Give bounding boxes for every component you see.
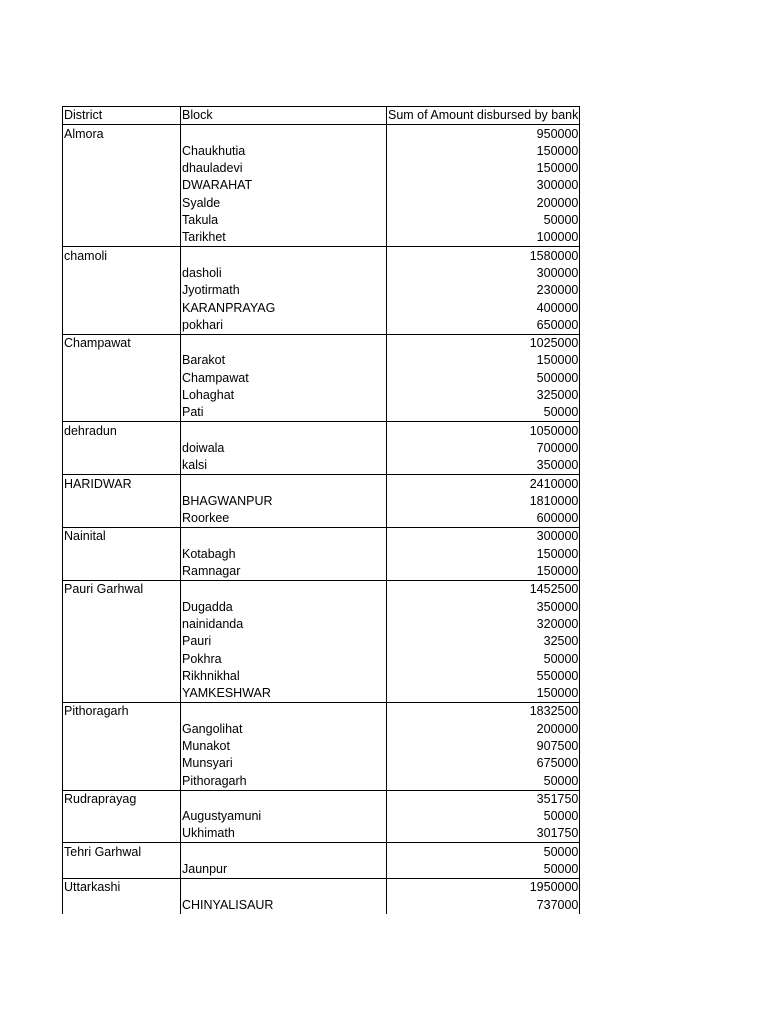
cell-block[interactable]: Barakot [181,352,387,369]
block-row [63,772,580,790]
cell-amount[interactable]: 675000 [387,755,580,772]
cell-amount[interactable]: 150000 [387,352,580,369]
cell-district[interactable] [63,633,181,650]
cell-block[interactable]: doiwala [181,440,387,457]
block-row [63,616,580,633]
cell-district[interactable] [63,352,181,369]
cell-amount[interactable]: 350000 [387,598,580,615]
cell-district[interactable] [63,493,181,510]
cell-amount[interactable]: 325000 [387,387,580,404]
cell-amount[interactable]: 950000 [387,125,580,143]
cell-block[interactable]: Roorkee [181,510,387,528]
cell-district[interactable] [63,563,181,581]
cell-amount[interactable]: 300000 [387,177,580,194]
block-row [63,668,580,685]
cell-district[interactable]: chamoli [63,247,181,265]
cell-amount[interactable]: 150000 [387,160,580,177]
cell-block[interactable]: dhauladevi [181,160,387,177]
header-block[interactable]: Block [181,107,387,125]
cell-amount[interactable]: 50000 [387,843,580,861]
block-row [63,282,580,299]
cell-district[interactable]: Pauri Garhwal [63,581,181,599]
cell-district[interactable]: Almora [63,125,181,143]
cell-amount[interactable]: 230000 [387,282,580,299]
cell-district[interactable]: Tehri Garhwal [63,843,181,861]
district-row [63,879,580,897]
cell-district[interactable] [63,177,181,194]
cell-block[interactable]: Munakot [181,738,387,755]
cell-amount[interactable]: 50000 [387,772,580,790]
cell-block[interactable]: pokhari [181,317,387,335]
cell-block[interactable]: CHINYALISAUR [181,896,387,913]
block-row [63,299,580,316]
district-row [63,475,580,493]
cell-block[interactable]: nainidanda [181,616,387,633]
block-row [63,440,580,457]
cell-district[interactable]: HARIDWAR [63,475,181,493]
cell-amount[interactable]: 907500 [387,738,580,755]
cell-block[interactable]: Gangolihat [181,720,387,737]
cell-district[interactable] [63,685,181,703]
district-row [63,703,580,721]
block-row [63,265,580,282]
cell-district[interactable] [63,650,181,667]
block-row [63,720,580,737]
cell-district[interactable] [63,510,181,528]
cell-amount[interactable]: 737000 [387,896,580,913]
cell-block[interactable] [181,879,387,897]
cell-district[interactable] [63,738,181,755]
cell-district[interactable] [63,404,181,422]
cell-amount[interactable]: 50000 [387,212,580,229]
cell-amount[interactable]: 50000 [387,861,580,879]
district-row [63,125,580,143]
cell-amount[interactable]: 2410000 [387,475,580,493]
block-row [63,387,580,404]
cell-block[interactable]: Jaunpur [181,861,387,879]
cell-district[interactable] [63,598,181,615]
cell-amount[interactable]: 1950000 [387,879,580,897]
block-row [63,369,580,386]
cell-amount[interactable]: 351750 [387,790,580,808]
cell-block[interactable]: Takula [181,212,387,229]
block-row [63,177,580,194]
district-row [63,581,580,599]
cell-amount[interactable]: 400000 [387,299,580,316]
cell-block[interactable]: Rikhnikhal [181,668,387,685]
district-row [63,247,580,265]
cell-amount[interactable]: 50000 [387,808,580,825]
cell-district[interactable] [63,317,181,335]
cell-amount[interactable]: 100000 [387,229,580,247]
cell-district[interactable] [63,616,181,633]
header-amount[interactable] [387,107,580,125]
cell-amount[interactable]: 1452500 [387,581,580,599]
block-row [63,808,580,825]
district-row [63,528,580,546]
block-row [63,563,580,581]
cell-block[interactable] [181,843,387,861]
block-row [63,896,580,913]
block-row [63,825,580,843]
header-district[interactable]: District [63,107,181,125]
cell-amount[interactable]: 300000 [387,265,580,282]
cell-block[interactable]: Champawat [181,369,387,386]
cell-amount[interactable]: 500000 [387,369,580,386]
cell-district[interactable]: dehradun [63,422,181,440]
cell-district[interactable] [63,668,181,685]
cell-district[interactable] [63,265,181,282]
pivot-table-body [63,107,580,914]
cell-amount[interactable]: 300000 [387,528,580,546]
district-row [63,422,580,440]
cell-amount[interactable]: 1050000 [387,422,580,440]
cell-amount[interactable]: 301750 [387,825,580,843]
cell-district[interactable] [63,160,181,177]
cell-block[interactable]: Pati [181,404,387,422]
block-row [63,755,580,772]
cell-district[interactable] [63,194,181,211]
block-row [63,633,580,650]
cell-block[interactable]: Augustyamuni [181,808,387,825]
cell-district[interactable]: Pithoragarh [63,703,181,721]
cell-amount[interactable]: 650000 [387,317,580,335]
cell-district[interactable] [63,282,181,299]
cell-block[interactable]: YAMKESHWAR [181,685,387,703]
cell-block[interactable]: Kotabagh [181,545,387,562]
cell-block[interactable]: dasholi [181,265,387,282]
cell-district[interactable]: Rudraprayag [63,790,181,808]
cell-district[interactable] [63,545,181,562]
cell-district[interactable]: Uttarkashi [63,879,181,897]
cell-block[interactable] [181,475,387,493]
cell-block[interactable]: Pokhra [181,650,387,667]
block-row [63,493,580,510]
block-row [63,861,580,879]
cell-block[interactable]: kalsi [181,457,387,475]
cell-block[interactable]: Tarikhet [181,229,387,247]
cell-amount[interactable]: 50000 [387,650,580,667]
block-row [63,510,580,528]
cell-district[interactable] [63,720,181,737]
cell-block[interactable] [181,703,387,721]
cell-block[interactable]: Munsyari [181,755,387,772]
cell-block[interactable]: Pauri [181,633,387,650]
cell-amount[interactable]: 700000 [387,440,580,457]
cell-district[interactable] [63,440,181,457]
cell-block[interactable] [181,125,387,143]
header-amount-text: Sum of Amount disbursed by bank [388,108,579,123]
cell-amount[interactable]: 150000 [387,545,580,562]
cell-block[interactable] [181,581,387,599]
cell-district[interactable] [63,861,181,879]
block-row [63,598,580,615]
cell-amount[interactable]: 150000 [387,685,580,703]
cell-district[interactable] [63,808,181,825]
cell-amount[interactable]: 600000 [387,510,580,528]
cell-amount[interactable]: 1580000 [387,247,580,265]
cell-district[interactable] [63,896,181,913]
cell-block[interactable]: Ramnagar [181,563,387,581]
cell-block[interactable]: Dugadda [181,598,387,615]
cell-amount[interactable]: 320000 [387,616,580,633]
cell-district[interactable]: Champawat [63,334,181,352]
cell-amount[interactable]: 150000 [387,143,580,160]
cell-district[interactable] [63,755,181,772]
cell-block[interactable]: KARANPRAYAG [181,299,387,316]
cell-block[interactable] [181,528,387,546]
cell-district[interactable] [63,457,181,475]
cell-amount[interactable]: 1810000 [387,493,580,510]
cell-block[interactable] [181,790,387,808]
cell-amount[interactable]: 200000 [387,194,580,211]
cell-amount[interactable]: 550000 [387,668,580,685]
block-row [63,650,580,667]
cell-district[interactable]: Nainital [63,528,181,546]
cell-district[interactable] [63,212,181,229]
cell-block[interactable]: Jyotirmath [181,282,387,299]
cell-district[interactable] [63,772,181,790]
cell-district[interactable] [63,825,181,843]
block-row [63,212,580,229]
cell-block[interactable] [181,422,387,440]
cell-amount[interactable]: 50000 [387,404,580,422]
cell-amount[interactable]: 150000 [387,563,580,581]
cell-block[interactable]: Chaukhutia [181,143,387,160]
cell-district[interactable] [63,369,181,386]
block-row [63,143,580,160]
block-row [63,160,580,177]
block-row [63,352,580,369]
block-row [63,738,580,755]
cell-district[interactable] [63,299,181,316]
district-row [63,334,580,352]
cell-district[interactable] [63,387,181,404]
cell-amount[interactable]: 1025000 [387,334,580,352]
block-row [63,685,580,703]
cell-block[interactable]: Pithoragarh [181,772,387,790]
pivot-table [62,106,580,914]
cell-block[interactable]: BHAGWANPUR [181,493,387,510]
block-row [63,404,580,422]
block-row [63,457,580,475]
cell-amount[interactable]: 350000 [387,457,580,475]
district-row [63,843,580,861]
district-row [63,790,580,808]
cell-block[interactable]: Syalde [181,194,387,211]
cell-amount[interactable]: 32500 [387,633,580,650]
cell-amount[interactable]: 200000 [387,720,580,737]
block-row [63,229,580,247]
cell-block[interactable] [181,247,387,265]
cell-district[interactable] [63,229,181,247]
block-row [63,545,580,562]
header-row [63,107,580,125]
block-row [63,194,580,211]
cell-block[interactable]: Lohaghat [181,387,387,404]
cell-amount[interactable]: 1832500 [387,703,580,721]
cell-district[interactable] [63,143,181,160]
cell-block[interactable]: Ukhimath [181,825,387,843]
cell-block[interactable]: DWARAHAT [181,177,387,194]
cell-block[interactable] [181,334,387,352]
block-row [63,317,580,335]
